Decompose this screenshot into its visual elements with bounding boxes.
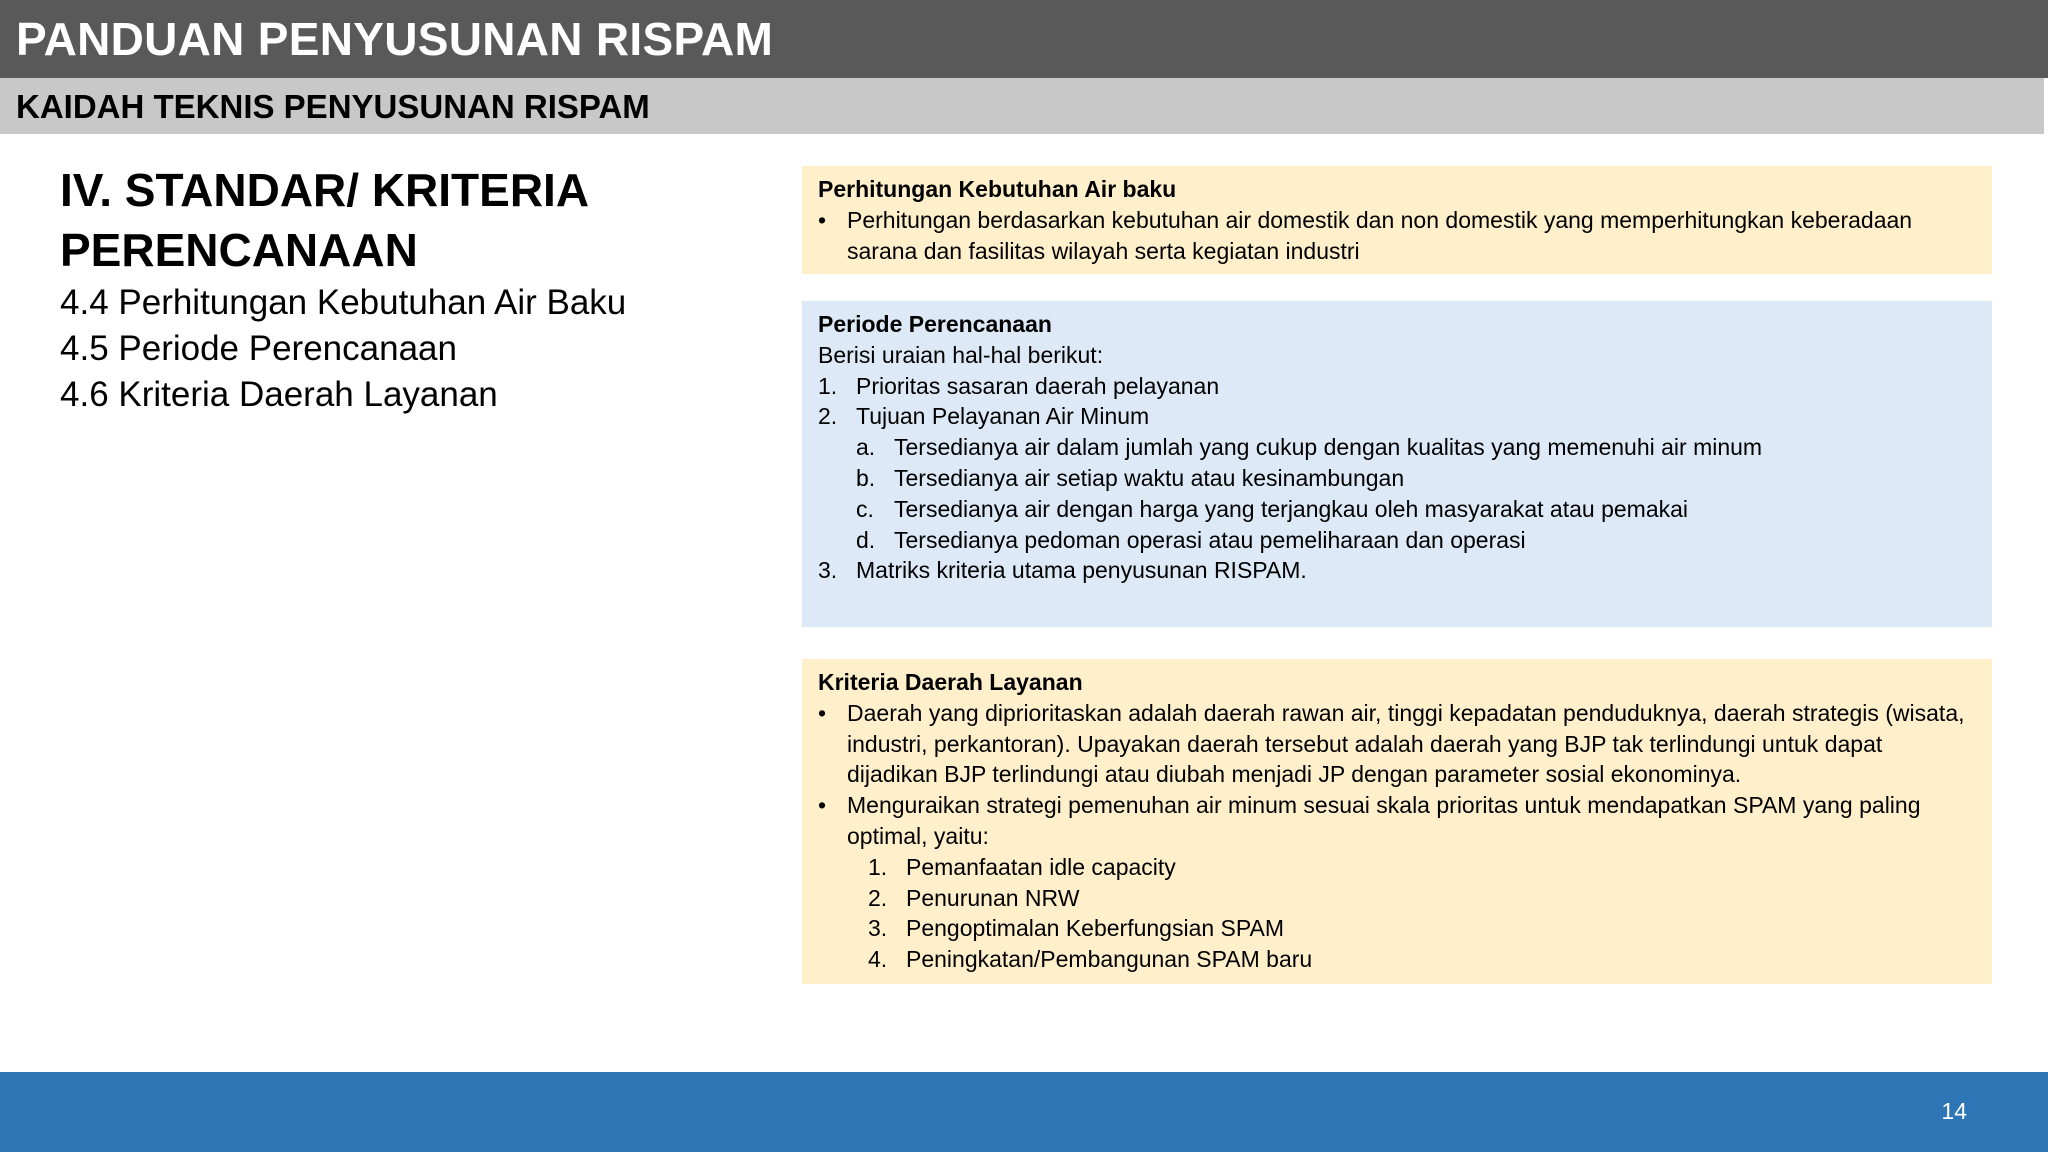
sub-list-item bbox=[818, 432, 1976, 463]
bullet-text: Perhitungan berdasarkan kebutuhan air domestik dan non domestik yang memperhitungkan keberadaan sarana dan fasilitas wilayah serta kegiatan industri bbox=[847, 206, 1913, 264]
periode-perencanaan-box bbox=[802, 301, 1992, 627]
bullet-item bbox=[818, 790, 1976, 852]
box-title: Perhitungan Kebutuhan Air baku bbox=[818, 176, 1177, 202]
numbered-item bbox=[818, 913, 1976, 944]
sub-list-item bbox=[818, 494, 1976, 525]
sub-list-item bbox=[818, 463, 1976, 494]
section-item: 4.5 Periode Perencanaan bbox=[60, 329, 457, 368]
bullet-item bbox=[818, 205, 1976, 267]
section-item: 4.4 Perhitungan Kebutuhan Air Baku bbox=[60, 283, 627, 322]
footer-bar bbox=[0, 1072, 2048, 1152]
subheader-title: KAIDAH TEKNIS PENYUSUNAN RISPAM bbox=[16, 88, 650, 125]
list-number: 3. bbox=[868, 915, 888, 942]
list-letter: c. bbox=[856, 495, 874, 522]
list-number: 1. bbox=[818, 372, 838, 399]
list-text: Penurunan NRW bbox=[906, 884, 1080, 911]
numbered-item bbox=[818, 883, 1976, 914]
subheader-bar bbox=[0, 78, 2044, 134]
section-item: 4.6 Kriteria Daerah Layanan bbox=[60, 375, 498, 414]
sub-list-item bbox=[818, 525, 1976, 556]
list-letter: b. bbox=[856, 464, 876, 491]
list-text: Pengoptimalan Keberfungsian SPAM bbox=[906, 915, 1285, 942]
numbered-item bbox=[818, 852, 1976, 883]
section-list bbox=[60, 280, 760, 418]
list-number: 1. bbox=[868, 853, 888, 880]
bullet-marker: • bbox=[818, 206, 827, 233]
bullet-item bbox=[818, 698, 1976, 790]
intro-text: Berisi uraian hal-hal berikut: bbox=[818, 341, 1104, 368]
list-text: Tujuan Pelayanan Air Minum bbox=[856, 403, 1150, 430]
list-letter: a. bbox=[856, 434, 876, 461]
list-text: Tersedianya air dengan harga yang terjangkau oleh masyarakat atau pemakai bbox=[894, 495, 1689, 522]
list-letter: d. bbox=[856, 526, 876, 553]
list-number: 2. bbox=[818, 403, 838, 430]
bullet-text: Menguraikan strategi pemenuhan air minum sesuai skala prioritas untuk mendapatkan SPAM yang paling optimal, yaitu: bbox=[847, 792, 1921, 849]
list-text: Peningkatan/Pembangunan SPAM baru bbox=[906, 946, 1313, 973]
list-item bbox=[818, 555, 1976, 586]
list-number: 3. bbox=[818, 557, 838, 584]
list-text: Prioritas sasaran daerah pelayanan bbox=[856, 372, 1220, 399]
list-text: Pemanfaatan idle capacity bbox=[906, 853, 1176, 880]
list-number: 4. bbox=[868, 946, 888, 973]
bullet-text: Daerah yang diprioritaskan adalah daerah rawan air, tinggi kepadatan penduduknya, daerah strategis (wisata, industri, perkantoran). Upayakan daerah tersebut adalah daerah yang BJP tak terlindungi untuk dapat dijadikan BJP terlindungi atau diubah menjadi JP dengan parameter sosial ekonominya. bbox=[847, 699, 1965, 788]
list-item bbox=[818, 371, 1976, 402]
header-bar bbox=[0, 0, 2048, 78]
list-text: Tersedianya pedoman operasi atau pemeliharaan dan operasi bbox=[894, 526, 1526, 553]
list-text: Tersedianya air dalam jumlah yang cukup dengan kualitas yang memenuhi air minum bbox=[894, 434, 1763, 461]
bullet-marker: • bbox=[818, 699, 827, 726]
bullet-marker: • bbox=[818, 792, 827, 819]
list-item bbox=[818, 401, 1976, 432]
header-title: PANDUAN PENYUSUNAN RISPAM bbox=[16, 13, 774, 65]
list-number: 2. bbox=[868, 884, 888, 911]
section-heading: IV. STANDAR/ KRITERIA PERENCANAAN bbox=[60, 164, 588, 276]
box-title: Kriteria Daerah Layanan bbox=[818, 669, 1083, 695]
air-baku-box bbox=[802, 166, 1992, 274]
kriteria-daerah-layanan-box bbox=[802, 659, 1992, 984]
list-text: Tersedianya air setiap waktu atau kesinambungan bbox=[894, 464, 1405, 491]
page-number: 14 bbox=[1941, 1098, 1967, 1124]
list-text: Matriks kriteria utama penyusunan RISPAM. bbox=[856, 557, 1307, 584]
box-title: Periode Perencanaan bbox=[818, 311, 1052, 337]
numbered-item bbox=[818, 944, 1976, 975]
